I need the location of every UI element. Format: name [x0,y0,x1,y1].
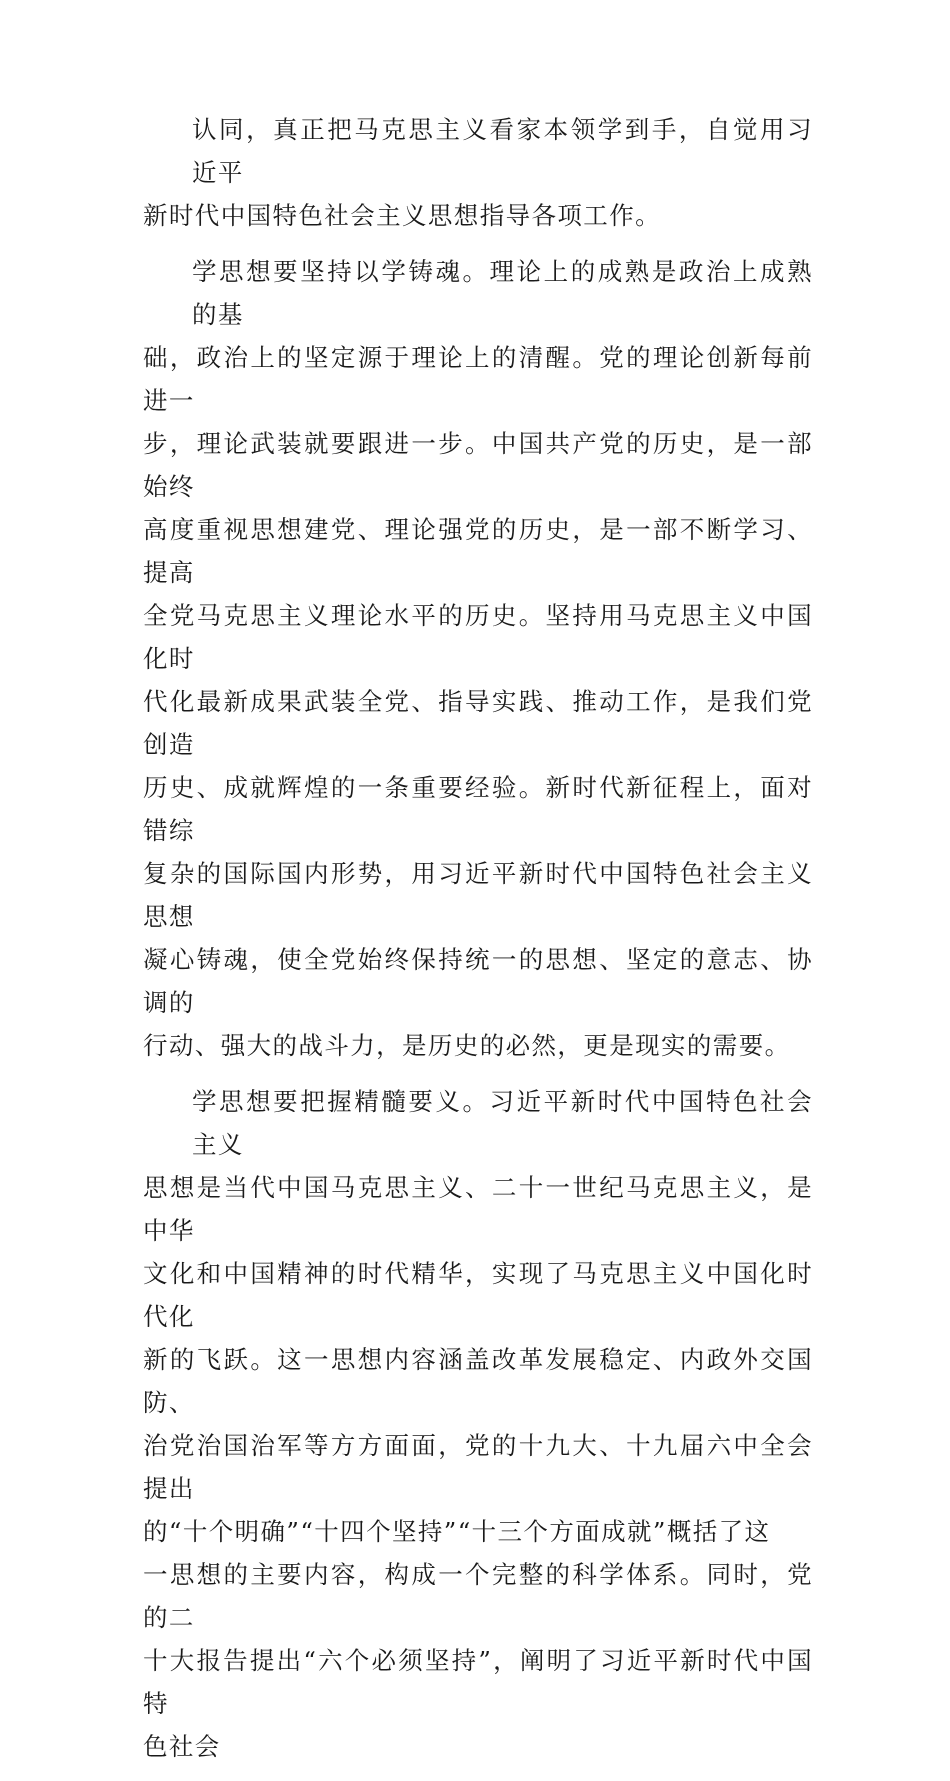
text-line: 行动、强大的战斗力，是历史的必然，更是现实的需要。 [143,1031,791,1060]
text-line: 历史、成就辉煌的一条重要经验。新时代新征程上，面对错综 [143,773,813,845]
paragraph-1 [143,108,813,237]
text-line: 新的飞跃。这一思想内容涵盖改革发展稳定、内政外交国防、 [143,1345,813,1417]
text-line: 代化最新成果武装全党、指导实践、推动工作，是我们党创造 [143,687,813,759]
text-line: 复杂的国际国内形势，用习近平新时代中国特色社会主义思想 [143,859,813,931]
text-line: 础，政治上的坚定源于理论上的清醒。党的理论创新每前进一 [143,343,813,415]
text-line: 治党治国治军等方方面面，党的十九大、十九届六中全会提出 [143,1431,813,1503]
text-line: 的“十个明确”“十四个坚持”“十三个方面成就”概括了这 [143,1517,771,1546]
text-line: 文化和中国精神的时代精华，实现了马克思主义中国化时代化 [143,1259,813,1331]
text-line: 凝心铸魂，使全党始终保持统一的思想、坚定的意志、协调的 [143,945,813,1017]
text-line: 学思想要把握精髓要义。习近平新时代中国特色社会主义 [192,1087,813,1159]
paragraph-3 [143,1080,813,1768]
text-line: 色社会 [143,1732,221,1761]
text-line: 一思想的主要内容，构成一个完整的科学体系。同时，党的二 [143,1560,813,1632]
text-line: 思想是当代中国马克思主义、二十一世纪马克思主义，是中华 [143,1173,813,1245]
paragraph-2 [143,250,813,1067]
text-line: 十大报告提出“六个必须坚持”，阐明了习近平新时代中国特 [143,1646,813,1718]
text-line: 认同，真正把马克思主义看家本领学到手，自觉用习近平 [192,115,813,187]
text-line: 新时代中国特色社会主义思想指导各项工作。 [143,201,661,230]
document-body [143,108,813,1781]
text-line: 高度重视思想建党、理论强党的历史，是一部不断学习、提高 [143,515,813,587]
text-line: 全党马克思主义理论水平的历史。坚持用马克思主义中国化时 [143,601,813,673]
text-line: 步，理论武装就要跟进一步。中国共产党的历史，是一部始终 [143,429,813,501]
text-line: 学思想要坚持以学铸魂。理论上的成熟是政治上成熟的基 [192,257,813,329]
